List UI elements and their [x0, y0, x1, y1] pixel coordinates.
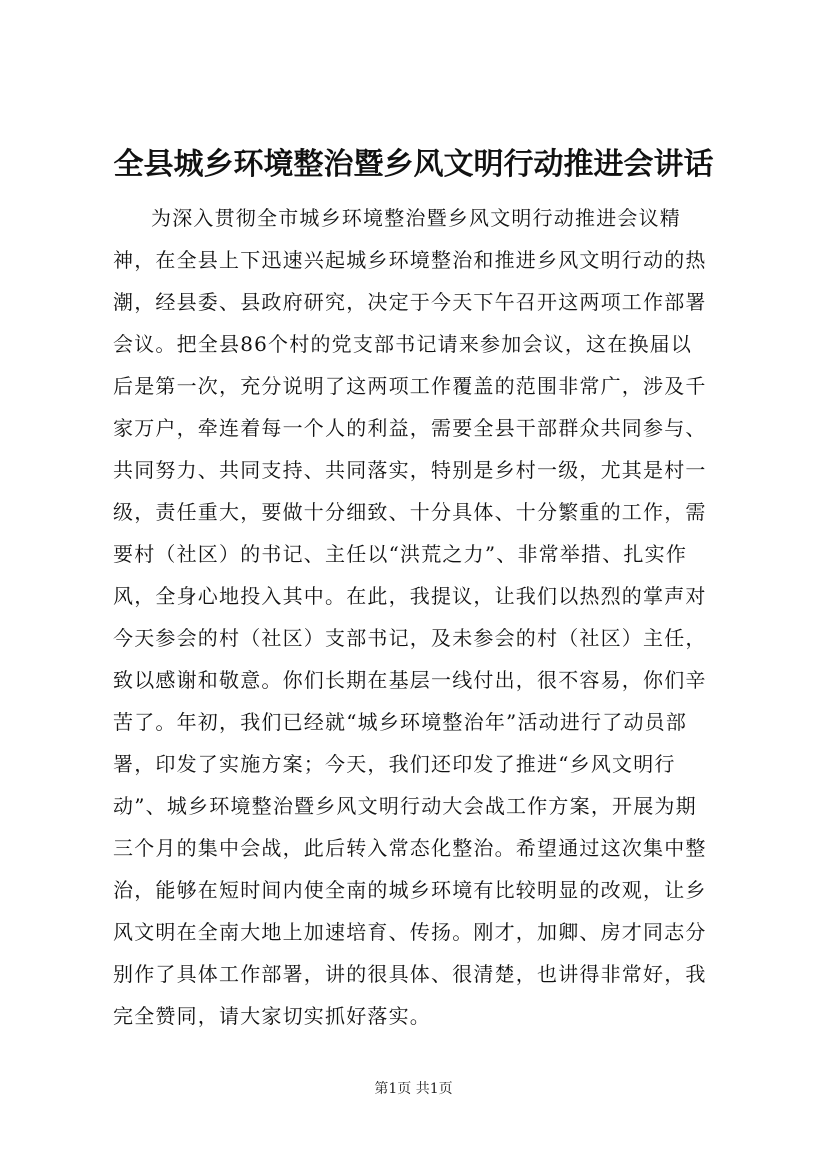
body-line: 致以感谢和敬意。你们长期在基层一线付出，很不容易，你们辛 — [113, 668, 707, 692]
body-line: 苦了。年初，我们已经就“城乡环境整治年”活动进行了动员部 — [113, 710, 688, 734]
body-line: 家万户，牵连着每一个人的利益，需要全县干部群众共同参与、 — [113, 416, 707, 440]
body-line: 共同努力、共同支持、共同落实，特别是乡村一级，尤其是村一 — [113, 458, 707, 482]
body-line: 署，印发了实施方案；今天，我们还印发了推进“乡风文明行 — [113, 752, 676, 776]
body-line: 完全赞同，请大家切实抓好落实。 — [113, 1004, 431, 1028]
body-line: 三个月的集中会战，此后转入常态化整治。希望通过这次集中整 — [113, 836, 707, 860]
body-line: 动”、城乡环境整治暨乡风文明行动大会战工作方案，开展为期 — [113, 794, 697, 818]
body-line: 级，责任重大，要做十分细致、十分具体、十分繁重的工作，需 — [113, 500, 707, 524]
body-line: 会议。把全县86个村的党支部书记请来参加会议，这在换届以 — [113, 332, 693, 356]
body-line: 神，在全县上下迅速兴起城乡环境整治和推进乡风文明行动的热 — [113, 248, 707, 272]
page-footer: 第1页 共1页 — [374, 1081, 453, 1097]
body-line: 风，全身心地投入其中。在此，我提议，让我们以热烈的掌声对 — [113, 584, 707, 608]
body-line: 别作了具体工作部署，讲的很具体、很清楚，也讲得非常好，我 — [113, 962, 707, 986]
body-line: 治，能够在短时间内使全南的城乡环境有比较明显的改观，让乡 — [113, 878, 707, 902]
body-line: 为深入贯彻全市城乡环境整治暨乡风文明行动推进会议精 — [151, 206, 681, 230]
body-line: 今天参会的村（社区）支部书记，及未参会的村（社区）主任， — [113, 626, 707, 650]
document-body — [113, 197, 733, 1037]
body-line: 潮，经县委、县政府研究，决定于今天下午召开这两项工作部署 — [113, 290, 707, 314]
document-title: 全县城乡环境整治暨乡风文明行动推进会讲话 — [113, 147, 714, 182]
body-line: 后是第一次，充分说明了这两项工作覆盖的范围非常广，涉及千 — [113, 374, 707, 398]
body-line: 风文明在全南大地上加速培育、传扬。刚才，加卿、房才同志分 — [113, 920, 707, 944]
body-line: 要村（社区）的书记、主任以“洪荒之力”、非常举措、扎实作 — [113, 542, 688, 566]
